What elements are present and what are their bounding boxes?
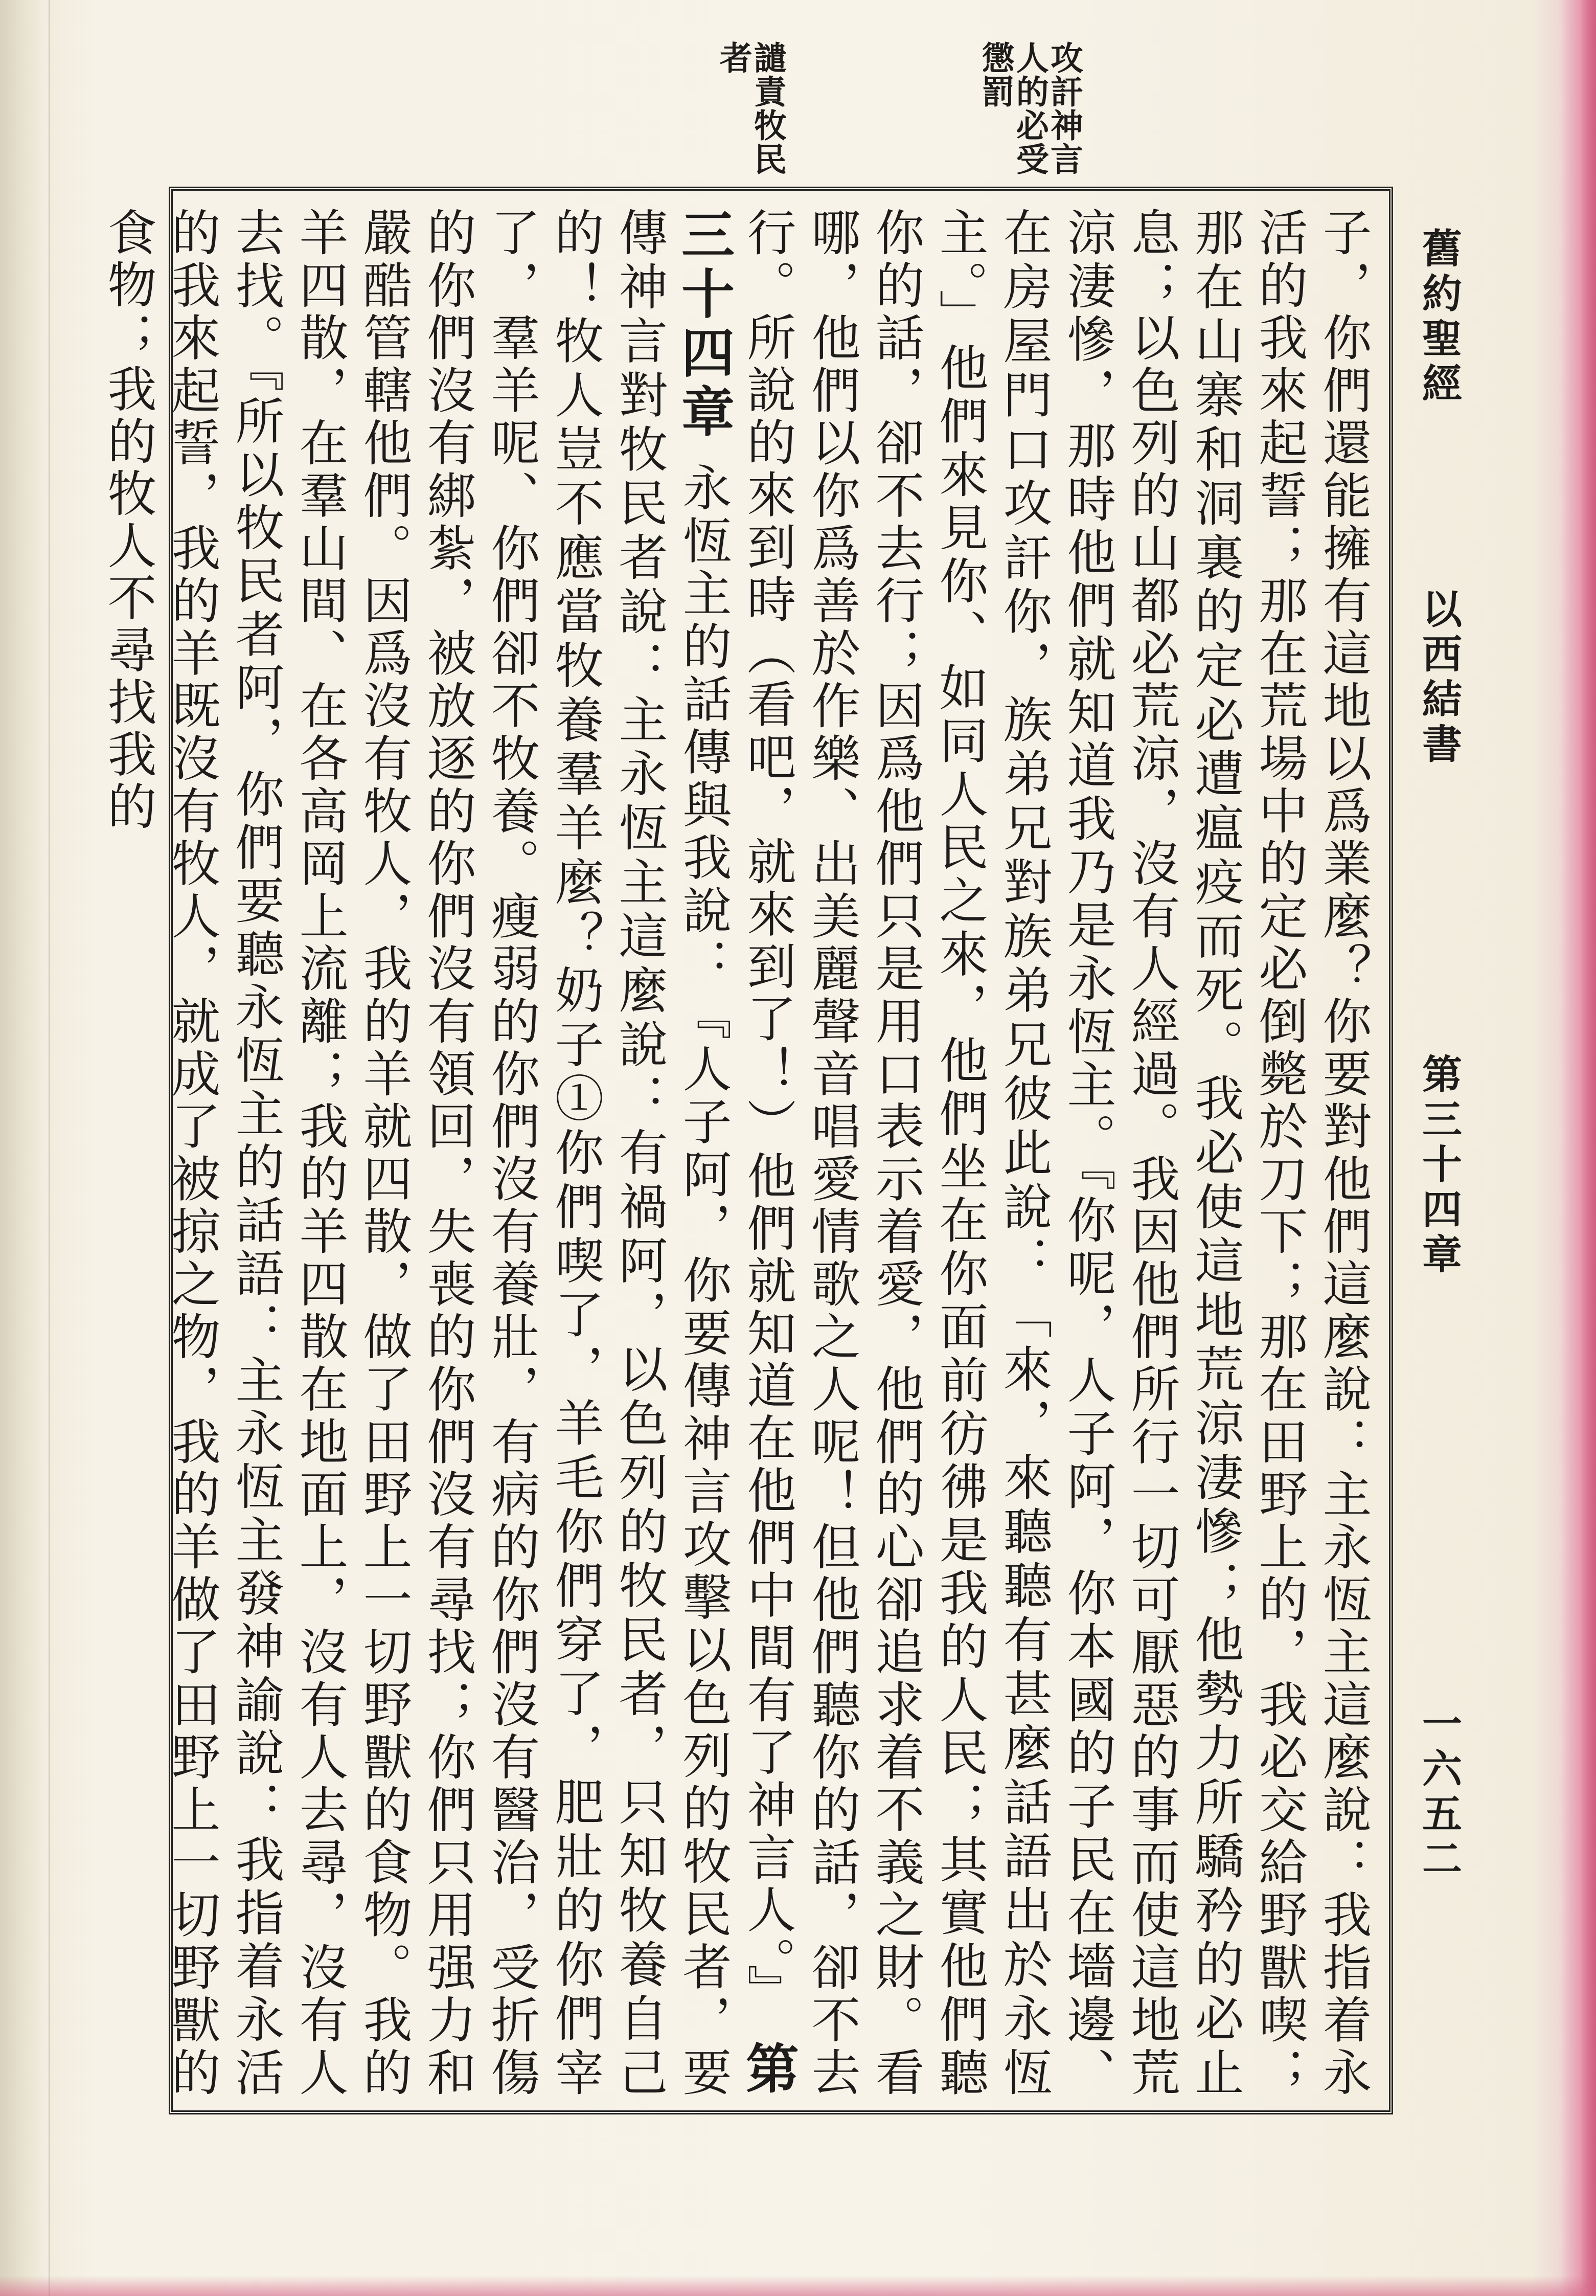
passage-ch34-start: 永恆主的話傳與我說：『人子阿，你要傳神言攻擊以色列的牧民者，要傳神言對牧民者說：主永恆主這麼說：有禍阿，以色列的牧民者，只知牧養自己的！牧人豈不應當牧養羣羊麼？奶子①你們喫了，羊毛你們穿了，肥壯的你們宰了，羣羊呢、你們卻不牧養。瘦弱的你們沒有養壯，有病的你們沒有醫治，受折傷的你們沒有綁紮，被放逐的你們沒有領回，失喪的你們沒有尋找；你們只用强力和嚴酷管轄他們。因爲沒有牧人，我的羊就四散，做了田野上一切野獸的食物。我的羊四散，在羣山間、在各高岡上流離；我的羊四散在地面上，沒有人去尋，沒有人去找。『所以牧民者阿，你們要聽永恆主的話語：主永恆主發神諭說：我指着永活的我來起誓，我的羊既沒有牧人，就成了被掠之物，我的羊做了田野上一切野獸的食物；我的牧人不尋找我的	[100, 207, 732, 2100]
page-bottom-edge	[0, 2276, 1596, 2296]
chapter-label: 第三十四章	[1416, 1053, 1462, 1278]
page-number: 一六五二	[1416, 1703, 1462, 1883]
margin-note-judgment: 攻訐神言人的必受懲罰	[976, 41, 1083, 176]
page-edge-stain	[1560, 0, 1596, 2296]
running-title: 舊約聖經	[1416, 228, 1462, 408]
book-name: 以西結書	[1416, 588, 1462, 768]
binding-gutter	[0, 0, 50, 2296]
scripture-body	[100, 207, 1375, 2100]
chapter-heading: 第三十四章	[672, 207, 800, 2100]
margin-note-shepherds: 譴責牧民者	[714, 41, 787, 176]
passage-ch33-end: 子，你們還能擁有這地以爲業麼？你要對他們這麼說：主永恆主這麼說：我指着永活的我來起誓；那在荒場中的定必倒斃於刀下；那在田野上的，我必交給野獸喫；那在山寨和洞裏的定必遭瘟疫而死。我必使這地荒涼淒慘；他勢力所驕矜的必止息；以色列的山都必荒涼，沒有人經過。我因他們所行一切可厭惡的事而使這地荒涼淒慘，那時他們就知道我乃是永恆主。『你呢，人子阿，你本國的子民在墻邊、在房屋門口攻訐你，族弟兄對族弟兄彼此說：「來，來聽聽有甚麼話語出於永恆主。」他們來見你、如同人民之來，他們坐在你面前彷彿是我的人民；其實他們聽你的話，卻不去行；因爲他們只是用口表示着愛，他們的心卻追求着不義之財。看哪，他們以你爲善於作樂、出美麗聲音唱愛情歌之人呢！但他們聽你的話，卻不去行。所說的來到時（看吧，就來到了！）他們就知道在他們中間有了神言人。』	[739, 207, 1372, 2099]
